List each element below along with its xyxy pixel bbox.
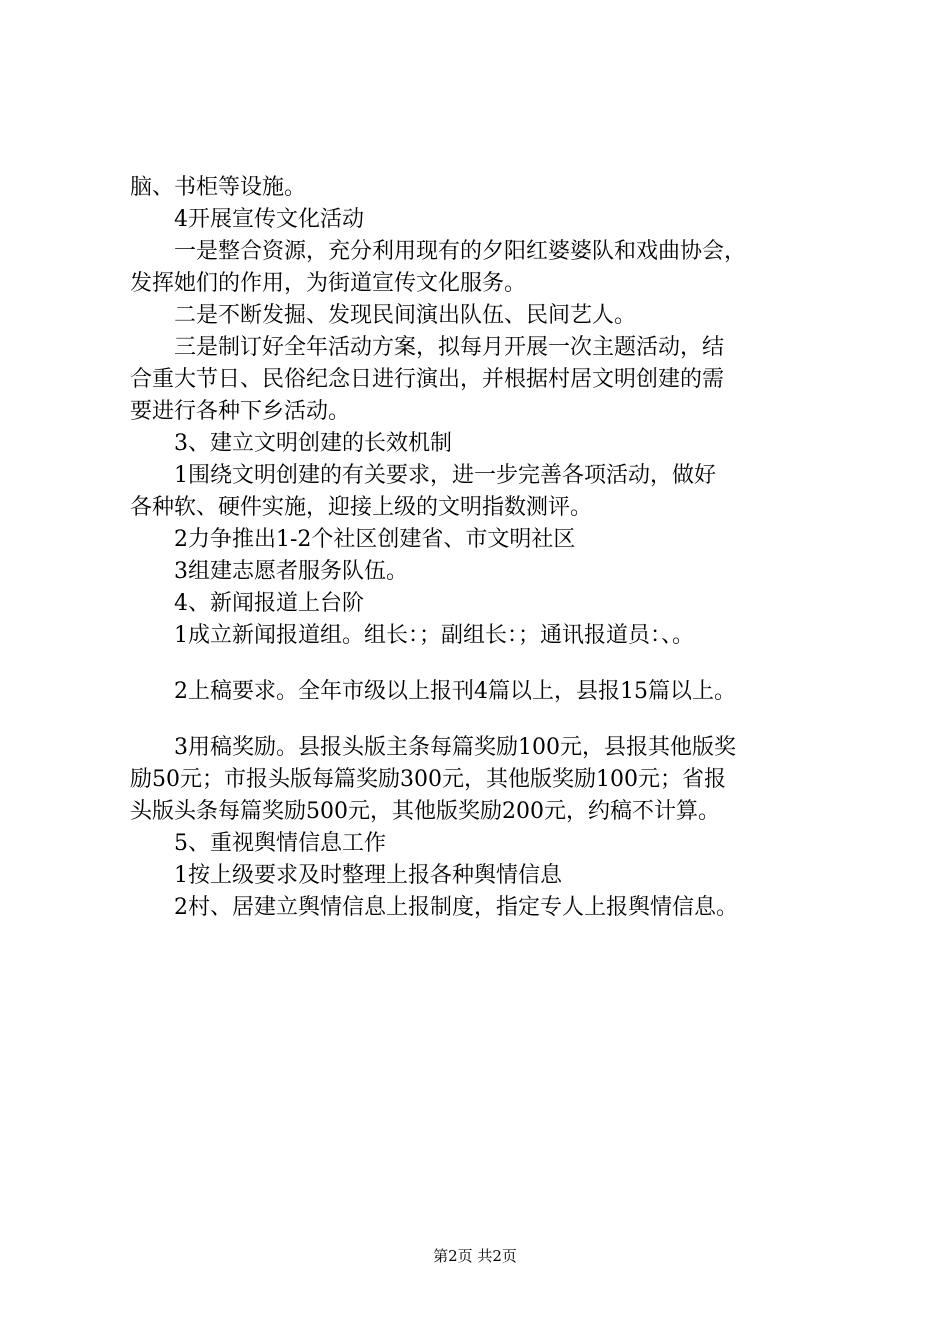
paragraph-line: 合重大节日、民俗纪念日进行演出，并根据村居文明创建的需 — [130, 367, 725, 392]
paragraph-line: 一是整合资源，充分利用现有的夕阳红婆婆队和戏曲协会， — [174, 239, 747, 264]
paragraph-gap — [130, 652, 850, 676]
section-heading: 4、新闻报道上台阶 — [174, 591, 364, 616]
paragraph-line: 1按上级要求及时整理上报各种舆情信息 — [174, 863, 562, 888]
section-heading: 3、建立文明创建的长效机制 — [174, 431, 452, 456]
paragraph-line: 二是不断发掘、发现民间演出队伍、民间艺人。 — [174, 303, 637, 328]
paragraph-line: 1围绕文明创建的有关要求，进一步完善各项活动，做好 — [174, 463, 716, 488]
paragraph-line: 2村、居建立舆情信息上报制度，指定专人上报舆情信息。 — [174, 895, 738, 920]
paragraph-line: 三是制订好全年活动方案，拟每月开展一次主题活动，结 — [174, 335, 725, 360]
paragraph-line: 2上稿要求。全年市级以上报刊4篇以上，县报15篇以上。 — [174, 679, 736, 704]
paragraph-line: 要进行各种下乡活动。 — [130, 399, 351, 424]
paragraph-line: 1成立新闻报道组。组长：；副组长：；通讯报道员：、。 — [174, 623, 694, 648]
text-line: 脑、书柜等设施。 — [130, 175, 307, 200]
paragraph-line: 头版头条每篇奖励500元，其他版奖励200元，约稿不计算。 — [130, 799, 720, 824]
section-heading: 5、重视舆情信息工作 — [174, 831, 386, 856]
paragraph-line: 励50元；市报头版每篇奖励300元，其他版奖励100元；省报 — [130, 767, 726, 792]
paragraph-line: 3组建志愿者服务队伍。 — [174, 559, 408, 584]
section-heading: 4开展宣传文化活动 — [174, 207, 364, 232]
paragraph-gap — [130, 708, 850, 732]
document-body — [130, 172, 850, 924]
paragraph-line: 2力争推出1-2个社区创建省、市文明社区 — [174, 527, 576, 552]
page-number-footer: 第2页 共2页 — [433, 1247, 517, 1265]
paragraph-line: 3用稿奖励。县报头版主条每篇奖励100元，县报其他版奖 — [174, 735, 736, 760]
paragraph-line: 各种软、硬件实施，迎接上级的文明指数测评。 — [130, 495, 593, 520]
paragraph-line: 发挥她们的作用，为街道宣传文化服务。 — [130, 271, 527, 296]
